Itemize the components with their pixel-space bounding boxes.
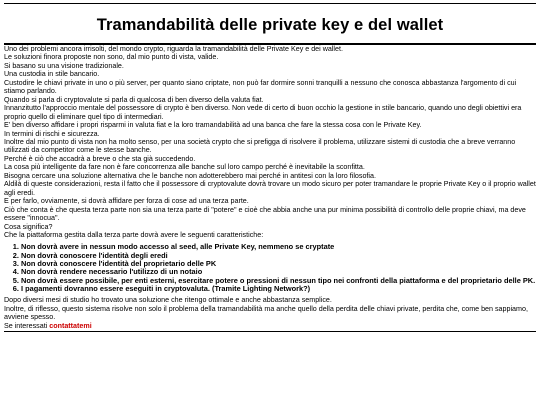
intro-paragraph: Innanzitutto l'approccio mentale del possessore di crypto è ben diverso. Non vede di certo di buon occhio la gestione in stile bancario, quando uno degli obiettivi era proprio quello di eliminare quel tipo di intermediari.	[4, 104, 522, 121]
article-body	[4, 45, 536, 330]
contact-prefix: Se interessati	[4, 321, 50, 330]
page-title: Tramandabilità delle private key e del wallet	[96, 15, 444, 34]
intro-paragraph: Ciò che conta è che questa terza parte non sia una terza parte di "potere" e cioè che abbia anche una pur minima possibilità di controllo delle proprie chiavi, ma deve essere "innocua".	[4, 205, 526, 223]
feature-item: 4. Non dovrà rendere necessario l'utilizzo di un notaio	[21, 268, 536, 276]
intro-paragraph: Aldilà di queste considerazioni, resta il fatto che il possessore di cryptovalute dovrà trovare un modo sicuro per poter tramandare le proprie Private Key o il proprio wallet agli eredi.	[4, 180, 536, 197]
intro-section	[4, 45, 536, 239]
intro-paragraph: Perché è ciò che accadrà a breve o che sta già succedendo.	[4, 154, 196, 163]
intro-paragraph: In termini di rischi e sicurezza.	[4, 129, 100, 138]
intro-paragraph: Una custodia in stile bancario.	[4, 70, 100, 79]
intro-paragraph: Bisogna cercare una soluzione alternativa che le banche non adotterebbero mai perché in antitesi con la loro filosofia.	[4, 171, 376, 180]
intro-paragraph: E per farlo, ovviamente, si dovrà affidare per forza di cose ad una terza parte.	[4, 197, 249, 206]
intro-paragraph: Le soluzioni finora proposte non sono, dal mio punto di vista, valide.	[4, 53, 219, 62]
intro-paragraph: Che la piattaforma gestita dalla terza parte dovrà avere le seguenti caratteristiche:	[4, 230, 264, 239]
feature-item: 2. Non dovrà conoscere l'identità degli eredi	[21, 252, 536, 260]
contact-link[interactable]: contattatemi	[49, 321, 92, 330]
bottom-divider	[4, 331, 536, 332]
intro-paragraph: E' ben diverso affidare i propri risparmi in valuta fiat e la loro tramandabilità ad una banca che fare la stessa cosa con le Private Key.	[4, 121, 422, 130]
top-divider	[4, 3, 536, 4]
feature-item: 3. Non dovrà conoscere l'identità del proprietario delle PK	[21, 260, 536, 268]
intro-paragraph: Si basano su una visione tradizionale.	[4, 61, 124, 70]
contact-line	[4, 322, 536, 330]
features-list	[4, 243, 536, 293]
intro-paragraph: Uno dei problemi ancora irrisolti, del mondo crypto, riguarda la tramandabilità delle Private Key e dei wallet.	[4, 45, 343, 53]
intro-paragraph: Cosa significa?	[4, 222, 53, 231]
closing-paragraph: Dopo diversi mesi di studio ho trovato una soluzione che ritengo ottimale e anche abbastanza semplice.	[4, 296, 332, 305]
intro-paragraph: Quando si parla di cryptovalute si parla di qualcosa di ben diverso della valuta fiat.	[4, 95, 264, 104]
intro-paragraph: Inoltre dal mio punto di vista non ha molto senso, per una società crypto che si prefigga di risolvere il problema, utilizzare sistemi di custodia che a breve verranno utilizzati da competitor come le stesse banche.	[4, 137, 516, 155]
feature-item: 6. I pagamenti dovranno essere eseguiti in cryptovaluta. (Tramite Lighting Network?)	[21, 285, 536, 293]
intro-paragraph: La cosa più intelligente da fare non è fare concorrenza alle banche sul loro campo perché è inevitabile la sconfitta.	[4, 163, 365, 172]
closing-section	[4, 296, 536, 321]
feature-item: 1. Non dovrà avere in nessun modo accesso al seed, alle Private Key, nemmeno se cryptate	[21, 243, 536, 251]
closing-paragraph: Inoltre, di riflesso, questo sistema risolve non solo il problema della tramandabilità ma anche quello della perdita delle chiavi private, perdita che, come ben sappiamo, avviene spesso.	[4, 304, 528, 322]
feature-item: 5. Non dovrà essere possibile, per enti esterni, esercitare potere o pressioni di nessun tipo nei confronti della piattaforma e del proprietario delle PK.	[21, 277, 536, 285]
title-bar	[4, 7, 536, 45]
intro-paragraph: Custodire le chiavi private in uno o più server, per quanto siano criptate, non può far dormire sonni tranquilli a nessuno che conosca abbastanza l'argomento di cui stiamo parlando.	[4, 78, 517, 96]
